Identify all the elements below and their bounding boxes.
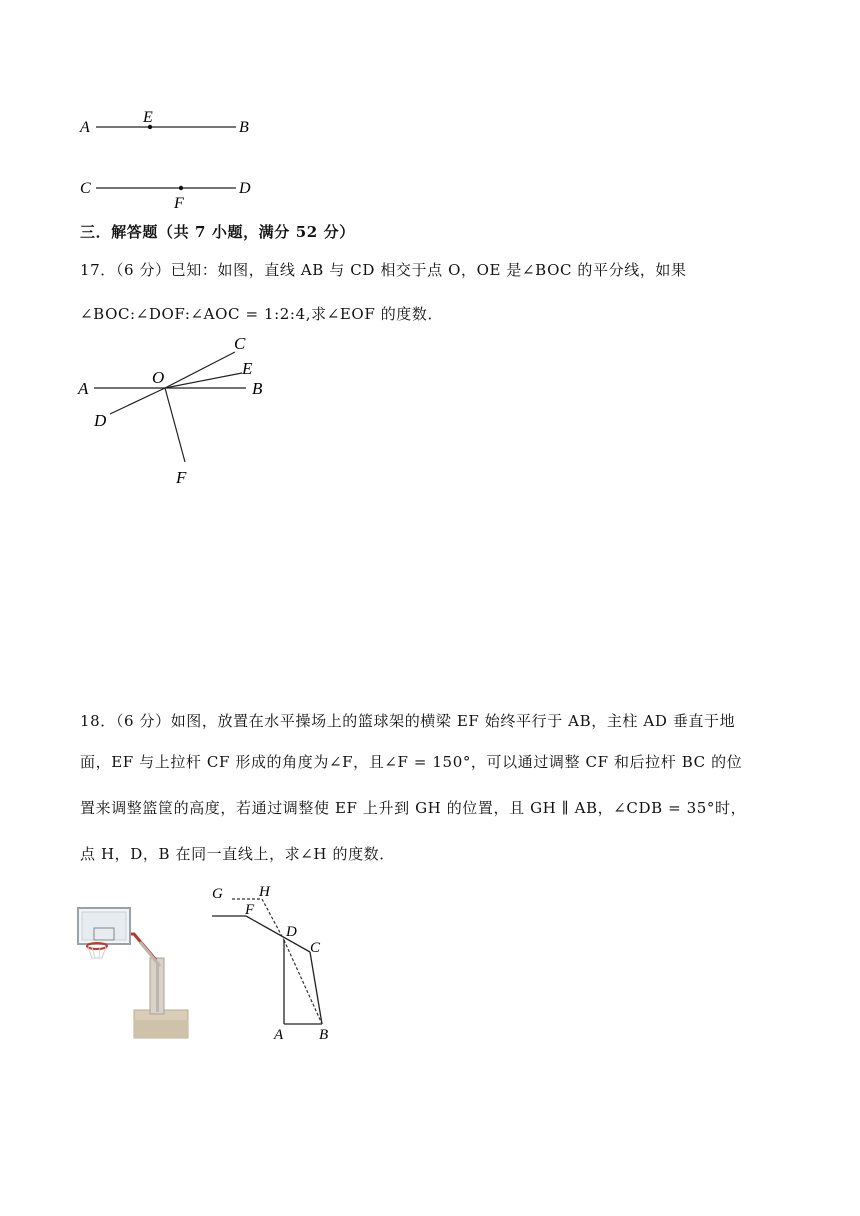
ray-oe (165, 373, 242, 388)
label-c: C (234, 334, 246, 353)
label-f: F (176, 468, 187, 487)
q18-line-4: 点 H，D，B 在同一直线上，求∠H 的度数． (80, 845, 395, 863)
q17-figure (70, 330, 290, 490)
segment-fc (246, 916, 310, 952)
label-b: B (252, 379, 263, 398)
label-o: O (152, 368, 165, 387)
label-b: B (239, 119, 249, 136)
section-heading: 三．解答题（共 7 小题，满分 52 分） (80, 223, 355, 241)
ray-oc (165, 352, 235, 388)
label-e: E (242, 359, 253, 378)
label-d: D (286, 924, 297, 940)
ray-od (110, 388, 165, 414)
point-f (179, 186, 183, 190)
label-f: F (245, 902, 255, 918)
label-c: C (310, 940, 321, 956)
label-a: A (78, 379, 89, 398)
basketball-stand-illustration (74, 900, 192, 1042)
label-c: C (80, 180, 91, 197)
label-d: D (94, 411, 107, 430)
segment-hd (262, 899, 284, 940)
label-g: G (212, 886, 223, 902)
q17-line-2: ∠BOC:∠DOF:∠AOC = 1:2:4,求∠EOF 的度数． (80, 305, 444, 323)
segment-cb (310, 952, 322, 1024)
ray-of (165, 388, 185, 462)
q18-figure (200, 878, 350, 1048)
label-a: A (274, 1027, 284, 1043)
label-d: D (239, 180, 251, 197)
label-a: A (80, 119, 90, 136)
label-f: F (174, 195, 184, 212)
label-b: B (319, 1027, 329, 1043)
q17-line-1: 17．（6 分）已知：如图，直线 AB 与 CD 相交于点 O，OE 是∠BOC 的平分线，如果 (80, 261, 687, 279)
segments-figure (70, 100, 270, 215)
label-e: E (143, 109, 153, 126)
q18-line-3: 置来调整篮筐的高度，若通过调整使 EF 上升到 GH 的位置，且 GH ∥ AB，∠CDB = 35°时， (80, 799, 747, 817)
q18-line-2: 面，EF 与上拉杆 CF 形成的角度为∠F，且∠F = 150°，可以通过调整 CF 和后拉杆 BC 的位 (80, 753, 743, 771)
label-h: H (259, 884, 270, 900)
q18-line-1: 18．（6 分）如图，放置在水平操场上的篮球架的横梁 EF 始终平行于 AB，主柱 AD 垂直于地 (80, 712, 736, 730)
